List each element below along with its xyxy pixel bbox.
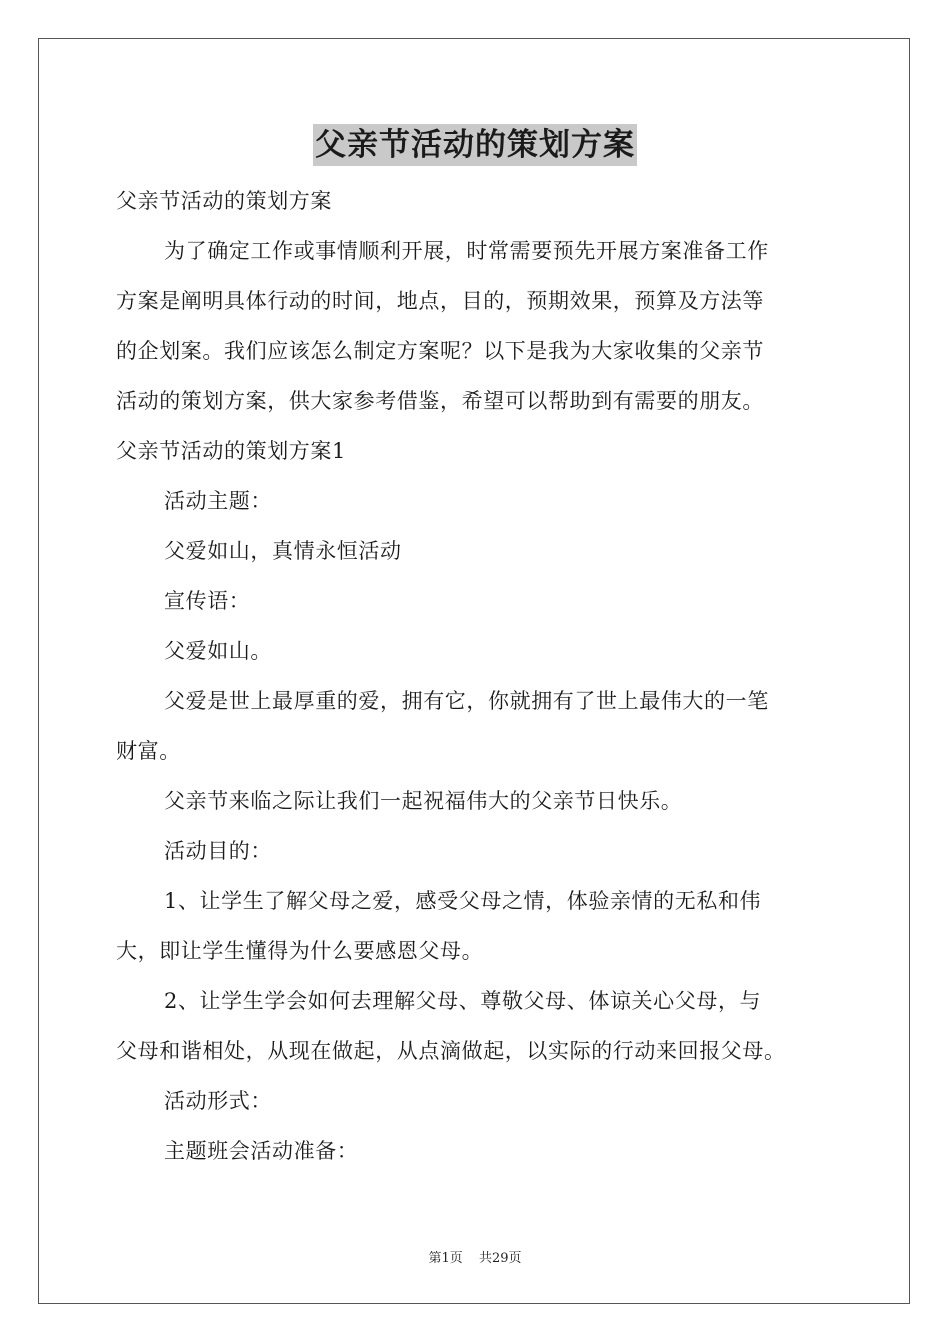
text-line: 父爱如山。 — [164, 639, 272, 663]
text-line: 财富。 — [116, 739, 181, 763]
text-line: 活动主题： — [164, 489, 272, 513]
text-line: 父爱如山，真情永恒活动 — [164, 539, 402, 563]
document-title: 父亲节活动的策划方案 — [313, 124, 637, 166]
text-line: 父亲节活动的策划方案 — [116, 189, 332, 213]
text-line: 活动形式： — [164, 1089, 272, 1113]
text-line: 1、让学生了解父母之爱，感受父母之情，体验亲情的无私和伟 — [164, 889, 762, 913]
text-line: 主题班会活动准备： — [164, 1139, 359, 1163]
document-body — [116, 176, 836, 1176]
text-line: 父母和谐相处，从现在做起，从点滴做起，以实际的行动来回报父母。 — [116, 1039, 786, 1063]
text-line: 父亲节来临之际让我们一起祝福伟大的父亲节日快乐。 — [164, 789, 683, 813]
text-line: 2、让学生学会如何去理解父母、尊敬父母、体谅关心父母，与 — [164, 989, 762, 1013]
text-line: 的企划案。我们应该怎么制定方案呢？以下是我为大家收集的父亲节 — [116, 339, 764, 363]
page-number: 第1页 — [428, 1251, 463, 1266]
text-line: 父亲节活动的策划方案1 — [116, 439, 346, 463]
title-area — [0, 124, 950, 166]
text-line: 为了确定工作或事情顺利开展，时常需要预先开展方案准备工作 — [164, 239, 769, 263]
text-line: 宣传语： — [164, 589, 251, 613]
page-footer — [0, 1247, 950, 1266]
text-line: 方案是阐明具体行动的时间，地点，目的，预期效果，预算及方法等 — [116, 289, 764, 313]
text-line: 活动的策划方案，供大家参考借鉴，希望可以帮助到有需要的朋友。 — [116, 389, 764, 413]
page-total: 共29页 — [478, 1251, 522, 1266]
text-line: 大，即让学生懂得为什么要感恩父母。 — [116, 939, 484, 963]
text-line: 父爱是世上最厚重的爱，拥有它，你就拥有了世上最伟大的一笔 — [164, 689, 769, 713]
text-line: 活动目的： — [164, 839, 272, 863]
